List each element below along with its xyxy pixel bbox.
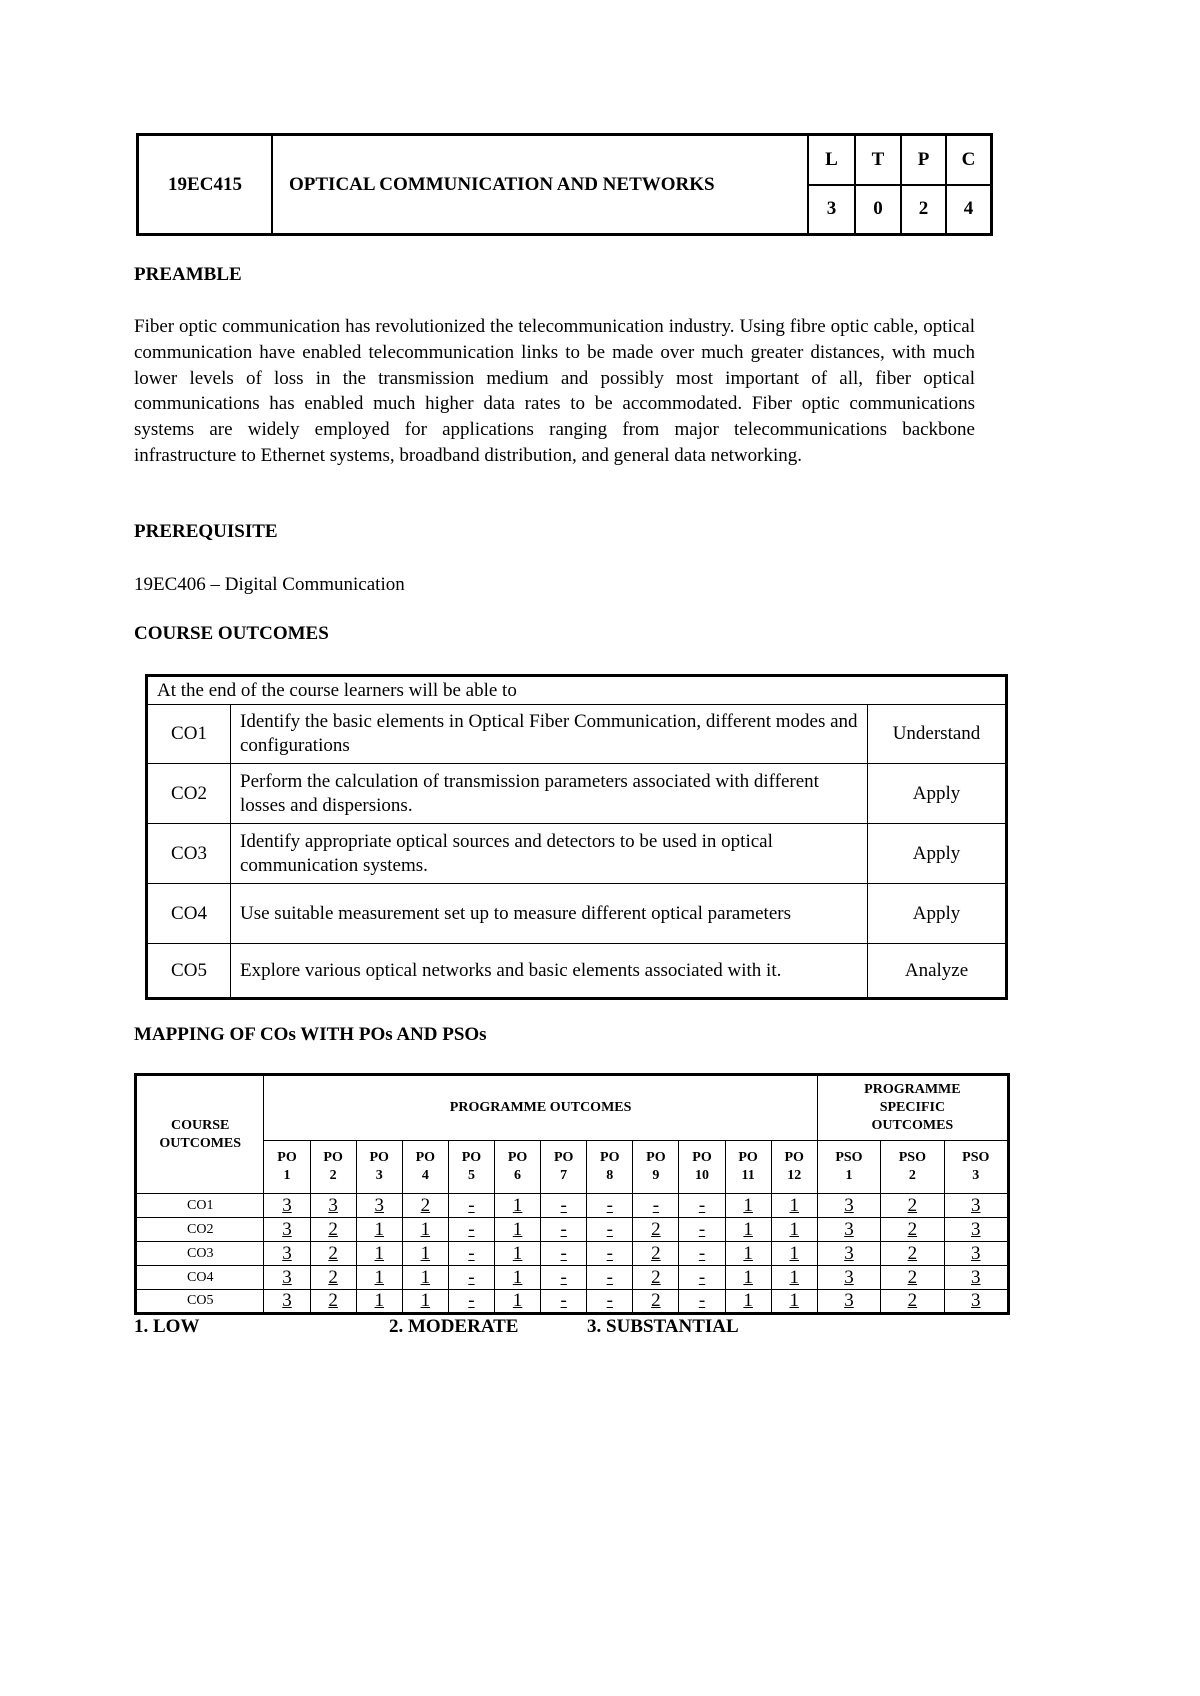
course-header-table xyxy=(136,133,993,236)
mapping-column-header xyxy=(310,1141,356,1194)
column-prefix: PO xyxy=(369,1150,389,1165)
mapping-column-header xyxy=(541,1141,587,1194)
outcome-row xyxy=(147,764,1007,824)
column-prefix: PO xyxy=(692,1150,712,1165)
mapping-column-header xyxy=(264,1141,310,1194)
mapping-value: - xyxy=(633,1194,679,1218)
column-number: 10 xyxy=(694,1168,709,1183)
mapping-value: 3 xyxy=(944,1266,1008,1290)
course-code: 19EC415 xyxy=(138,135,273,235)
preamble-text: Fiber optic communication has revolutionized the telecommunication industry. Using fibre optic cable, optical communication have enabled telecommunication links to be made over much greater distances, with much lower levels of loss in the transmission medium and possibly most important of all, fiber optical communications has enabled much higher data rates to be accommodated. Fiber optic communications systems are widely employed for applications ranging from major telecommunications backbone infrastructure to Ethernet systems, broadband distribution, and general data networking. xyxy=(134,316,975,466)
mapping-value: - xyxy=(587,1290,633,1314)
column-number: 7 xyxy=(560,1168,568,1183)
column-prefix: PSO xyxy=(898,1150,926,1165)
mapping-co-id: CO5 xyxy=(136,1290,264,1314)
outcome-row xyxy=(147,824,1007,884)
mapping-value: 1 xyxy=(771,1242,817,1266)
mapping-value: 1 xyxy=(725,1242,771,1266)
ltpc-value: 4 xyxy=(946,185,992,235)
mapping-value: - xyxy=(541,1218,587,1242)
mapping-value: 2 xyxy=(310,1266,356,1290)
mapping-value: 2 xyxy=(402,1194,448,1218)
mapping-value: 1 xyxy=(771,1290,817,1314)
mapping-value: 2 xyxy=(633,1290,679,1314)
outcome-level: Understand xyxy=(868,705,1007,764)
mapping-value: 1 xyxy=(356,1242,402,1266)
mapping-row xyxy=(136,1266,1009,1290)
mapping-value: - xyxy=(587,1218,633,1242)
column-prefix: PSO xyxy=(835,1150,863,1165)
mapping-value: 1 xyxy=(495,1242,541,1266)
column-number: 1 xyxy=(283,1168,291,1183)
mapping-value: 1 xyxy=(402,1290,448,1314)
mapping-column-header xyxy=(402,1141,448,1194)
mapping-co-id: CO4 xyxy=(136,1266,264,1290)
mapping-value: 2 xyxy=(881,1218,944,1242)
mapping-value: 2 xyxy=(633,1242,679,1266)
mapping-value: 1 xyxy=(771,1218,817,1242)
mapping-row xyxy=(136,1242,1009,1266)
ltpc-value: 0 xyxy=(855,185,901,235)
column-number: 3 xyxy=(972,1168,980,1183)
mapping-value: 2 xyxy=(310,1290,356,1314)
column-prefix: PO xyxy=(600,1150,620,1165)
mapping-value: 1 xyxy=(402,1242,448,1266)
mapping-value: 3 xyxy=(817,1266,880,1290)
outcome-row xyxy=(147,944,1007,999)
mapping-value: 1 xyxy=(725,1218,771,1242)
preamble-heading: PREAMBLE xyxy=(134,264,242,285)
mapping-value: 1 xyxy=(725,1266,771,1290)
mapping-column-header xyxy=(587,1141,633,1194)
mapping-column-header xyxy=(679,1141,725,1194)
mapping-value: - xyxy=(448,1218,494,1242)
mapping-value: 3 xyxy=(817,1194,880,1218)
outcome-id: CO3 xyxy=(147,824,231,884)
mapping-value: 3 xyxy=(817,1218,880,1242)
ltpc-label: T xyxy=(855,135,901,185)
mapping-value: 1 xyxy=(402,1218,448,1242)
outcome-description: Identify the basic elements in Optical Fiber Communication, different modes and configurations xyxy=(231,705,868,764)
prerequisite-heading: PREREQUISITE xyxy=(134,521,278,542)
column-number: 1 xyxy=(845,1168,853,1183)
mapping-value: 2 xyxy=(881,1242,944,1266)
mapping-value: 3 xyxy=(310,1194,356,1218)
mapping-value: 1 xyxy=(356,1266,402,1290)
mapping-value: - xyxy=(679,1242,725,1266)
course-outcomes-heading: COURSE OUTCOMES xyxy=(134,623,329,644)
outcomes-intro: At the end of the course learners will be able to xyxy=(147,676,1007,705)
outcome-description: Explore various optical networks and basic elements associated with it. xyxy=(231,944,868,999)
course-title: OPTICAL COMMUNICATION AND NETWORKS xyxy=(272,135,808,235)
mapping-value: - xyxy=(541,1290,587,1314)
column-prefix: PO xyxy=(553,1150,574,1165)
mapping-value: 3 xyxy=(944,1242,1008,1266)
outcome-level: Apply xyxy=(868,764,1007,824)
mapping-value: - xyxy=(679,1194,725,1218)
mapping-value: 2 xyxy=(881,1194,944,1218)
mapping-value: - xyxy=(541,1266,587,1290)
mapping-value: 1 xyxy=(495,1266,541,1290)
outcome-row xyxy=(147,705,1007,764)
co-po-mapping-table xyxy=(134,1073,1010,1315)
column-prefix: PO xyxy=(323,1150,343,1165)
mapping-value: - xyxy=(679,1290,725,1314)
mapping-value: 3 xyxy=(264,1242,310,1266)
mapping-column-header xyxy=(725,1141,771,1194)
mapping-value: 3 xyxy=(944,1290,1008,1314)
mapping-value: 3 xyxy=(944,1218,1008,1242)
column-prefix: PO xyxy=(738,1150,758,1165)
mapping-value: 3 xyxy=(264,1194,310,1218)
mapping-value: 1 xyxy=(495,1218,541,1242)
mapping-value: 3 xyxy=(817,1290,880,1314)
column-prefix: PO xyxy=(507,1150,528,1165)
outcome-description: Use suitable measurement set up to measure different optical parameters xyxy=(231,884,868,944)
mapping-value: - xyxy=(448,1242,494,1266)
mapping-co-id: CO1 xyxy=(136,1194,264,1218)
mapping-value: 1 xyxy=(495,1194,541,1218)
mapping-value: 3 xyxy=(817,1242,880,1266)
ltpc-value: 2 xyxy=(901,185,946,235)
mapping-value: 1 xyxy=(725,1290,771,1314)
mapping-value: 1 xyxy=(356,1218,402,1242)
mapping-value: 1 xyxy=(356,1290,402,1314)
course-outcomes-table xyxy=(145,674,1008,1000)
mapping-value: 3 xyxy=(944,1194,1008,1218)
mapping-value: - xyxy=(587,1194,633,1218)
mapping-column-header xyxy=(944,1141,1008,1194)
column-prefix: PO xyxy=(646,1150,666,1165)
outcome-level: Analyze xyxy=(868,944,1007,999)
mapping-column-header xyxy=(881,1141,944,1194)
mapping-row xyxy=(136,1194,1009,1218)
column-number: 9 xyxy=(652,1168,660,1183)
mapping-column-header xyxy=(771,1141,817,1194)
outcome-id: CO4 xyxy=(147,884,231,944)
mapping-value: 2 xyxy=(310,1242,356,1266)
column-prefix: PO xyxy=(461,1150,482,1165)
mapping-column-header xyxy=(448,1141,494,1194)
mapping-value: - xyxy=(587,1242,633,1266)
mapping-column-header xyxy=(495,1141,541,1194)
mapping-column-header xyxy=(817,1141,880,1194)
mapping-value: - xyxy=(541,1242,587,1266)
mapping-value: 3 xyxy=(264,1266,310,1290)
mapping-value: 3 xyxy=(264,1218,310,1242)
ltpc-label: L xyxy=(808,135,855,185)
outcome-id: CO1 xyxy=(147,705,231,764)
mapping-value: - xyxy=(679,1266,725,1290)
mapping-row xyxy=(136,1290,1009,1314)
column-number: 6 xyxy=(514,1168,522,1183)
column-number: 5 xyxy=(467,1168,475,1183)
mapping-heading: MAPPING OF COs WITH POs AND PSOs xyxy=(134,1024,487,1045)
mapping-value: 2 xyxy=(633,1218,679,1242)
mapping-column-header xyxy=(633,1141,679,1194)
mapping-value: - xyxy=(448,1290,494,1314)
mapping-value: - xyxy=(448,1266,494,1290)
column-number: 8 xyxy=(606,1168,614,1183)
ltpc-label: P xyxy=(901,135,946,185)
column-number: 4 xyxy=(421,1168,429,1183)
mapping-value: 1 xyxy=(771,1194,817,1218)
outcome-level: Apply xyxy=(868,824,1007,884)
column-prefix: PO xyxy=(277,1150,297,1165)
mapping-value: 2 xyxy=(881,1266,944,1290)
mapping-value: 2 xyxy=(310,1218,356,1242)
mapping-value: 3 xyxy=(264,1290,310,1314)
legend-low: 1. LOW xyxy=(134,1316,200,1337)
outcome-row xyxy=(147,884,1007,944)
mapping-row xyxy=(136,1218,1009,1242)
mapping-value: 1 xyxy=(771,1266,817,1290)
mapping-value: 1 xyxy=(495,1290,541,1314)
ltpc-value: 3 xyxy=(808,185,855,235)
outcome-id: CO5 xyxy=(147,944,231,999)
mapping-value: - xyxy=(541,1194,587,1218)
outcome-id: CO2 xyxy=(147,764,231,824)
ltpc-label: C xyxy=(946,135,992,185)
column-number: 3 xyxy=(375,1168,383,1183)
legend-substantial: 3. SUBSTANTIAL xyxy=(587,1316,739,1337)
mapping-co-id: CO3 xyxy=(136,1242,264,1266)
outcome-description: Perform the calculation of transmission parameters associated with different losses and dispersions. xyxy=(231,764,868,824)
mapping-co-id: CO2 xyxy=(136,1218,264,1242)
column-number: 2 xyxy=(908,1168,916,1183)
mapping-value: 1 xyxy=(402,1266,448,1290)
pso-header: PROGRAMME SPECIFIC OUTCOMES xyxy=(817,1075,1008,1141)
column-prefix: PSO xyxy=(962,1150,990,1165)
column-number: 11 xyxy=(741,1168,755,1183)
column-prefix: PO xyxy=(415,1150,436,1165)
mapping-value: - xyxy=(587,1266,633,1290)
outcome-description: Identify appropriate optical sources and detectors to be used in optical communication systems. xyxy=(231,824,868,884)
mapping-column-header xyxy=(356,1141,402,1194)
column-number: 12 xyxy=(787,1168,802,1183)
column-prefix: PO xyxy=(784,1150,804,1165)
programme-outcomes-header: PROGRAMME OUTCOMES xyxy=(264,1075,817,1141)
column-number: 2 xyxy=(329,1168,337,1183)
course-outcomes-header: COURSE OUTCOMES xyxy=(136,1075,264,1194)
mapping-value: 3 xyxy=(356,1194,402,1218)
legend-moderate: 2. MODERATE xyxy=(389,1316,519,1337)
outcome-level: Apply xyxy=(868,884,1007,944)
mapping-value: - xyxy=(679,1218,725,1242)
prerequisite-text: 19EC406 – Digital Communication xyxy=(134,574,405,595)
mapping-value: 1 xyxy=(725,1194,771,1218)
mapping-value: - xyxy=(448,1194,494,1218)
mapping-value: 2 xyxy=(633,1266,679,1290)
mapping-value: 2 xyxy=(881,1290,944,1314)
